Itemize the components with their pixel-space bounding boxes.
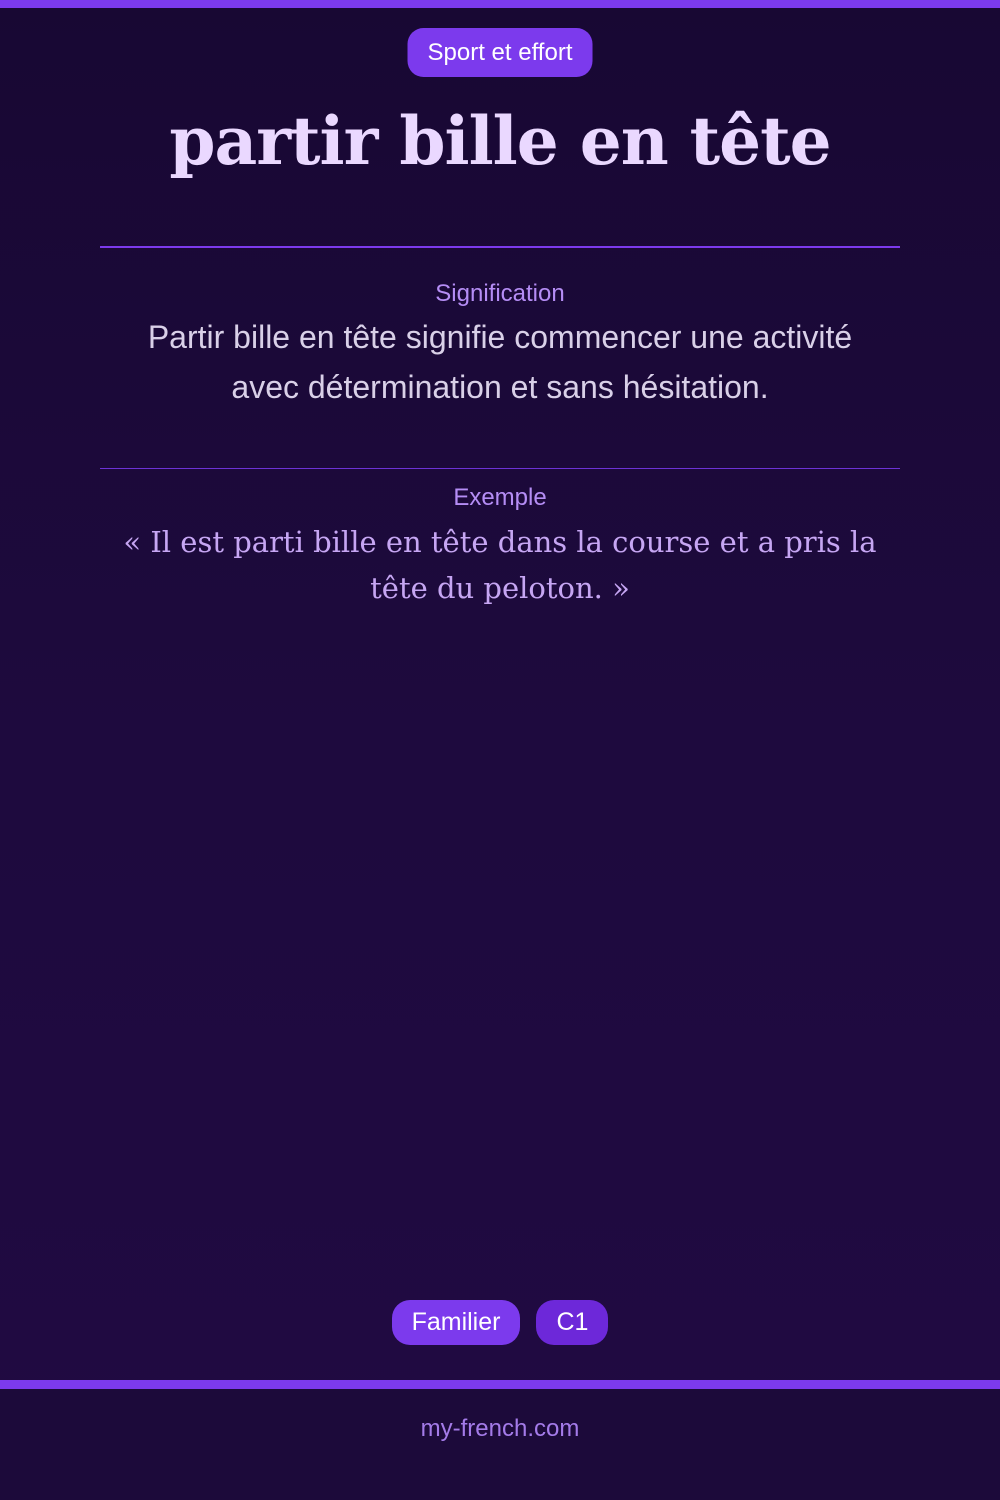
example-quote: « Il est parti bille en tête dans la course et a pris la tête du peloton. » [123,525,877,605]
divider-top [100,246,900,248]
meaning-text: Partir bille en tête signifie commencer une activité avec détermination et sans hésitation. [147,319,853,405]
divider-middle [100,468,900,469]
meaning-label: Signification [435,280,565,307]
site-footer-link[interactable]: my-french.com [420,1415,580,1442]
example-label: Exemple [453,484,547,511]
top-accent-bar [0,0,1000,8]
expression-title: partir bille en tête [169,102,831,180]
category-badge: Sport et effort [408,28,593,77]
level-tag: C1 [536,1300,608,1345]
register-tag: Familier [392,1300,521,1345]
tag-list [0,1300,1000,1345]
bottom-accent-bar [0,1380,1000,1389]
